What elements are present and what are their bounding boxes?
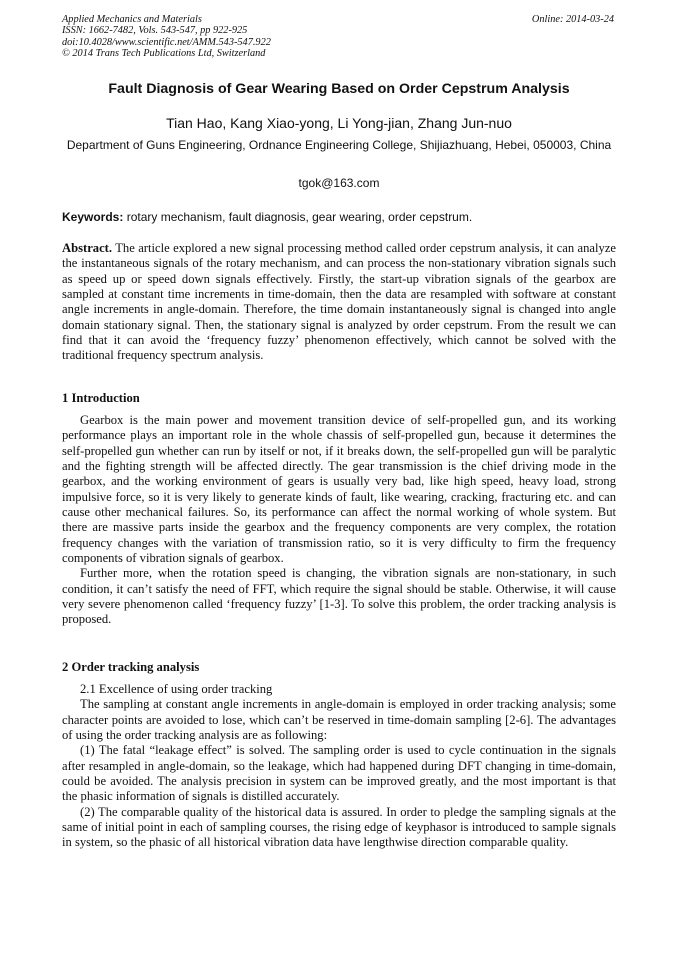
online-date: Online: 2014-03-24 [531, 14, 614, 25]
journal-header [62, 14, 271, 59]
abstract-label: Abstract. [62, 241, 113, 255]
journal-name: Applied Mechanics and Materials [62, 14, 202, 25]
issn-line: ISSN: 1662-7482, Vols. 543-547, pp 922-925 [62, 25, 248, 37]
abstract-text: The article explored a new signal processing method called order cepstrum analysis, it can analyze the instantaneous signals of the rotary mechanism, and can process the non-stationary vibration signals such as speed up or speed down signals effectively. Firstly, the start-up vibration signals of the gearbox are sampled at constant time increments in time-domain, then the data are resampled with software at constant angle increments in angle-domain. Therefore, the time domain instantaneously signal is changed into angle domain stationary signal. Then, the stationary signal is analyzed by order cepstrum. From the result we can find that it can avoid the ‘frequency fuzzy’ phenomenon effectively, which cannot be solved with the traditional frequency spectrum analysis. [62, 241, 616, 363]
abstract [62, 241, 616, 364]
author-list: Tian Hao, Kang Xiao-yong, Li Yong-jian, Zhang Jun-nuo [166, 115, 512, 131]
introduction-body [62, 413, 616, 628]
paragraph: The sampling at constant angle increments in angle-domain is employed in order tracking analysis; some character points are avoided to lose, which can’t be reserved in time-domain sampling [2-6]. The advantages of using the order tracking analysis are as following: [62, 697, 616, 743]
doi-line: doi:10.4028/www.scientific.net/AMM.543-547.922 [62, 36, 271, 48]
paragraph: Further more, when the rotation speed is changing, the vibration signals are non-stationary, in such condition, it can’t satisfy the need of FFT, which require the signal should be stable. Otherwise, it will cause very severe phenomenon called ‘frequency fuzzy’ [1-3]. To solve this problem, the order tracking analysis is proposed. [62, 566, 616, 627]
subsection-heading: 2.1 Excellence of using order tracking [80, 682, 273, 696]
paragraph: Gearbox is the main power and movement transition device of self-propelled gun, and its working performance plays an important role in the whole chassis of self-propelled gun, because it determines the self-propelled gun whether can run by itself or not, if it breaks down, the self-propelled gun will be paralytic and the fighting strength will be affected directly. The gear transmission is the chief driving mode in the gearbox, and the working environment of gears is usually very bad, like high speed, heavy load, strong impulsive force, so it is very likely to generate kinds of fault, like wearing, cracking, fracturing etc. and can cause other mechanical failures. So, its performance can affect the normal working of whole system. But there are massive parts inside the gearbox and the frequency components are very complex, the rotation frequency changes with the variation of transmission ratio, so it is very difficulty to firm the frequency components of vibration signals of gearbox. [62, 413, 616, 566]
author-email: tgok@163.com [298, 176, 380, 190]
section-heading-introduction: 1 Introduction [62, 391, 140, 405]
paper-title: Fault Diagnosis of Gear Wearing Based on Order Cepstrum Analysis [108, 81, 570, 97]
order-tracking-body [62, 682, 616, 851]
affiliation: Department of Guns Engineering, Ordnance Engineering College, Shijiazhuang, Hebei, 050003, China [66, 138, 612, 152]
keywords [62, 210, 616, 224]
section-heading-order-tracking: 2 Order tracking analysis [62, 660, 200, 674]
paragraph: (2) The comparable quality of the historical data is assured. In order to pledge the sampling signals at the same of initial point in each of sampling courses, the rising edge of keyphasor is introduced to sample signals in system, so the phasic of all historical vibration data have lengthwise direction comparable quality. [62, 804, 616, 850]
keywords-text: rotary mechanism, fault diagnosis, gear wearing, order cepstrum. [126, 210, 473, 224]
copyright-line: © 2014 Trans Tech Publications Ltd, Switzerland [62, 47, 266, 59]
paragraph: (1) The fatal “leakage effect” is solved. The sampling order is used to cycle continuation in the signals after resampled in angle-domain, so the leakage, which had happened during DFT changing in time-domain, could be avoided. The analysis precision in system can be improved greatly, and the most important is that the phasic information of signals is distilled accurately. [62, 743, 616, 804]
keywords-label: Keywords: [62, 210, 124, 224]
